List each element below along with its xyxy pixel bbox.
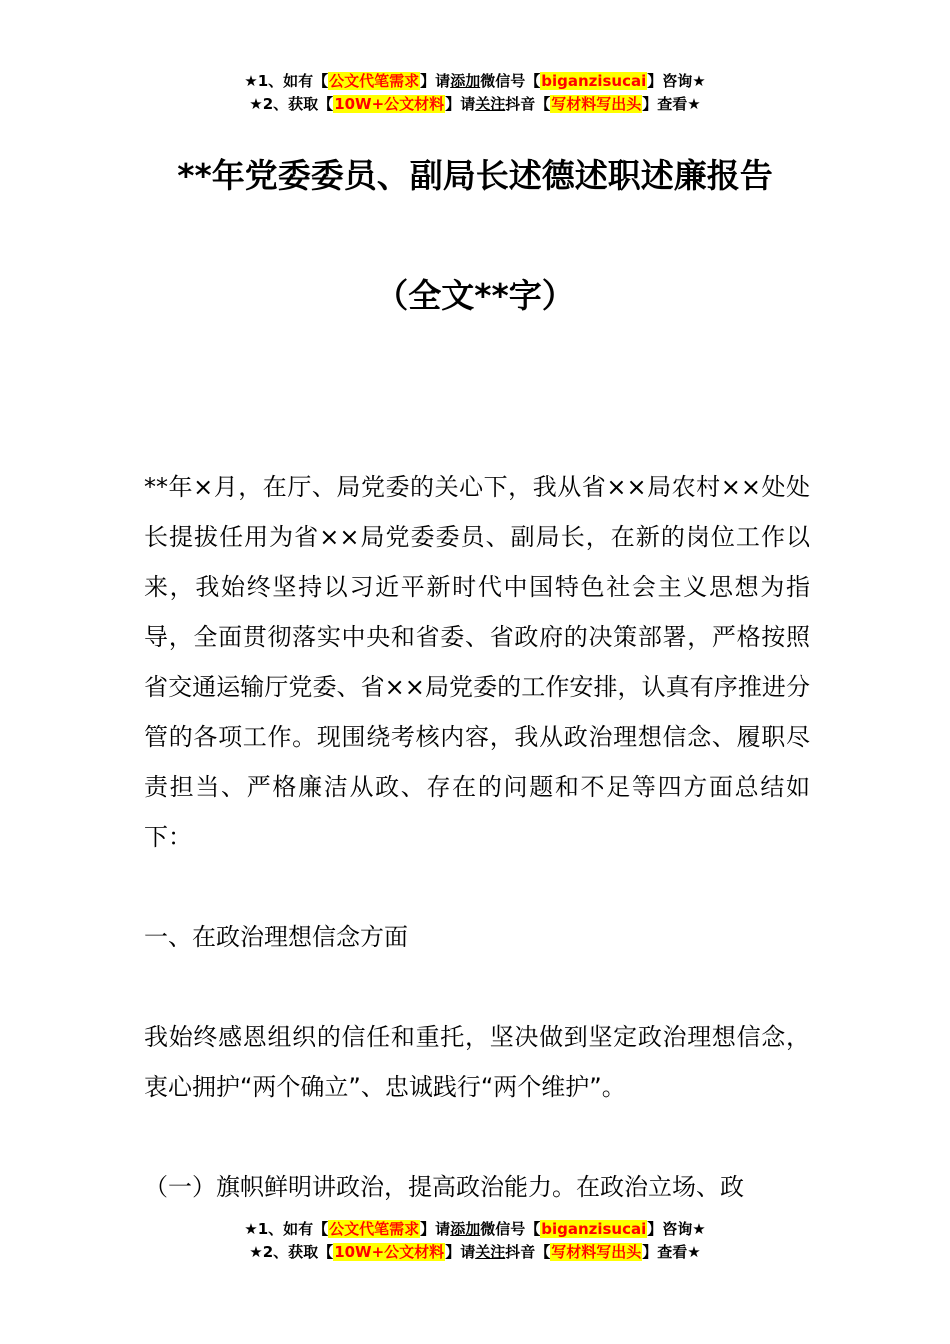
intro-paragraph: **年×月，在厅、局党委的关心下，我从省××局农村××处处长提拔任用为省××局党委委员、副局长，在新的岗位工作以来，我始终坚持以习近平新时代中国特色社会主义思想为指导，全面贯彻落实中央和省委、省政府的决策部署，严格按照省交通运输厅党委、省××局党委的工作安排，认真有序推进分管的各项工作。现围绕考核内容，我从政治理想信念、履职尽责担当、严格廉洁从政、存在的问题和不足等四方面总结如下： <box>144 473 810 851</box>
header-banner <box>0 70 950 116</box>
banner-text: ★2、获取【 <box>249 1243 334 1261</box>
banner-text: 】请 <box>420 1220 451 1238</box>
banner-text: 抖音【 <box>505 1243 551 1261</box>
banner-text: 】请 <box>420 72 451 90</box>
banner-line-2 <box>0 1241 950 1264</box>
banner-highlight: biganzisucai <box>541 1220 647 1238</box>
banner-text: 微信号【 <box>480 72 541 90</box>
document-subtitle: （全文**字） <box>375 276 575 315</box>
banner-highlight: 10W+公文材料 <box>334 1243 445 1261</box>
banner-highlight: 10W+公文材料 <box>334 95 445 113</box>
banner-underline: 添加 <box>450 1220 481 1238</box>
banner-text: 抖音【 <box>505 95 551 113</box>
banner-text: 】查看★ <box>642 1243 701 1261</box>
banner-text: 微信号【 <box>480 1220 541 1238</box>
banner-highlight: 写材料写出头 <box>551 95 642 113</box>
banner-text: ★2、获取【 <box>249 95 334 113</box>
banner-text: 】请 <box>445 1243 476 1261</box>
banner-underline: 关注 <box>475 1243 506 1261</box>
banner-line-1 <box>0 70 950 93</box>
banner-highlight: 写材料写出头 <box>551 1243 642 1261</box>
banner-text: 】查看★ <box>642 95 701 113</box>
document-body <box>144 462 810 1212</box>
banner-highlight: 公文代笔需求 <box>329 1220 420 1238</box>
banner-text: 】咨询★ <box>647 72 706 90</box>
section-paragraph: 我始终感恩组织的信任和重托，坚决做到坚定政治理想信念，衷心拥护“两个确立”、忠诚践行“两个维护”。 <box>144 1023 810 1101</box>
banner-line-2 <box>0 93 950 116</box>
banner-text: 】咨询★ <box>647 1220 706 1238</box>
banner-text: ★1、如有【 <box>244 1220 329 1238</box>
banner-underline: 关注 <box>475 95 506 113</box>
banner-text: 】请 <box>445 95 476 113</box>
footer-banner <box>0 1218 950 1264</box>
banner-line-1 <box>0 1218 950 1241</box>
document-title: **年党委委员、副局长述德述职述廉报告 <box>177 156 773 195</box>
section-heading: 一、在政治理想信念方面 <box>144 923 408 951</box>
banner-highlight: biganzisucai <box>541 72 647 90</box>
banner-highlight: 公文代笔需求 <box>329 72 420 90</box>
banner-underline: 添加 <box>450 72 481 90</box>
subsection-paragraph: （一）旗帜鲜明讲政治，提高政治能力。在政治立场、政 <box>144 1173 744 1201</box>
banner-text: ★1、如有【 <box>244 72 329 90</box>
